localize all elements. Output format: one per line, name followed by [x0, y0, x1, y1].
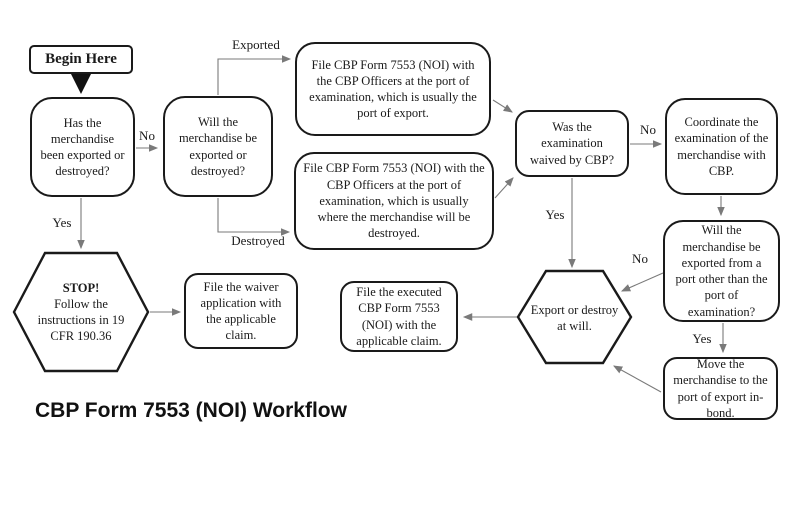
- edge-label-no-1: No: [139, 128, 155, 143]
- edge-label-yes-2: Yes: [545, 207, 565, 222]
- edge-label-yes-3: Yes: [692, 331, 712, 346]
- node-export-destroy-at-will: Export or destroy at will.: [530, 302, 619, 333]
- arrow-filedestroy-to-waived: [495, 178, 513, 198]
- node-file-noi-destroy: File CBP Form 7553 (NOI) with the CBP Officers at the port of examination, which is usually where the merchandise will be destroyed.: [294, 152, 494, 250]
- node-exam-waived-question: Was the examination waived by CBP?: [515, 110, 629, 177]
- stop-title: STOP!: [62, 280, 100, 295]
- edge-label-no-2: No: [640, 122, 656, 137]
- arrow-move-to-hex: [614, 366, 661, 392]
- node-will-export-destroy-question: Will the merchandise be exported or destroyed?: [163, 96, 273, 197]
- arrow-otherport-no: [622, 273, 663, 291]
- edge-label-no-3: No: [632, 251, 648, 266]
- node-stop: [30, 265, 132, 359]
- edge-label-destroyed: Destroyed: [231, 233, 285, 248]
- node-other-port-question: Will the merchandise be exported from a port other than the port of examination?: [663, 220, 780, 322]
- node-move-in-bond: Move the merchandise to the port of export in-bond.: [663, 357, 778, 420]
- arrow-destroyed: [218, 198, 289, 232]
- edge-label-exported: Exported: [232, 37, 280, 52]
- node-file-waiver: File the waiver application with the applicable claim.: [184, 273, 298, 349]
- arrow-exported: [218, 59, 290, 95]
- node-has-merchandise-question: Has the merchandise been exported or destroyed?: [30, 97, 135, 197]
- diagram-title: CBP Form 7553 (NOI) Workflow: [35, 399, 347, 422]
- stop-text: Follow the instructions in 19 CFR 190.36: [37, 296, 125, 344]
- edge-label-yes-1: Yes: [52, 215, 72, 230]
- arrow-fileexport-to-waived: [493, 100, 512, 112]
- node-file-executed-form: File the executed CBP Form 7553 (NOI) with the applicable claim.: [340, 281, 458, 352]
- node-file-noi-export: File CBP Form 7553 (NOI) with the CBP Officers at the port of examination, which is usually the port of export.: [295, 42, 491, 136]
- node-coordinate-examination: Coordinate the examination of the merchandise with CBP.: [665, 98, 778, 195]
- node-begin-here: Begin Here: [29, 45, 133, 74]
